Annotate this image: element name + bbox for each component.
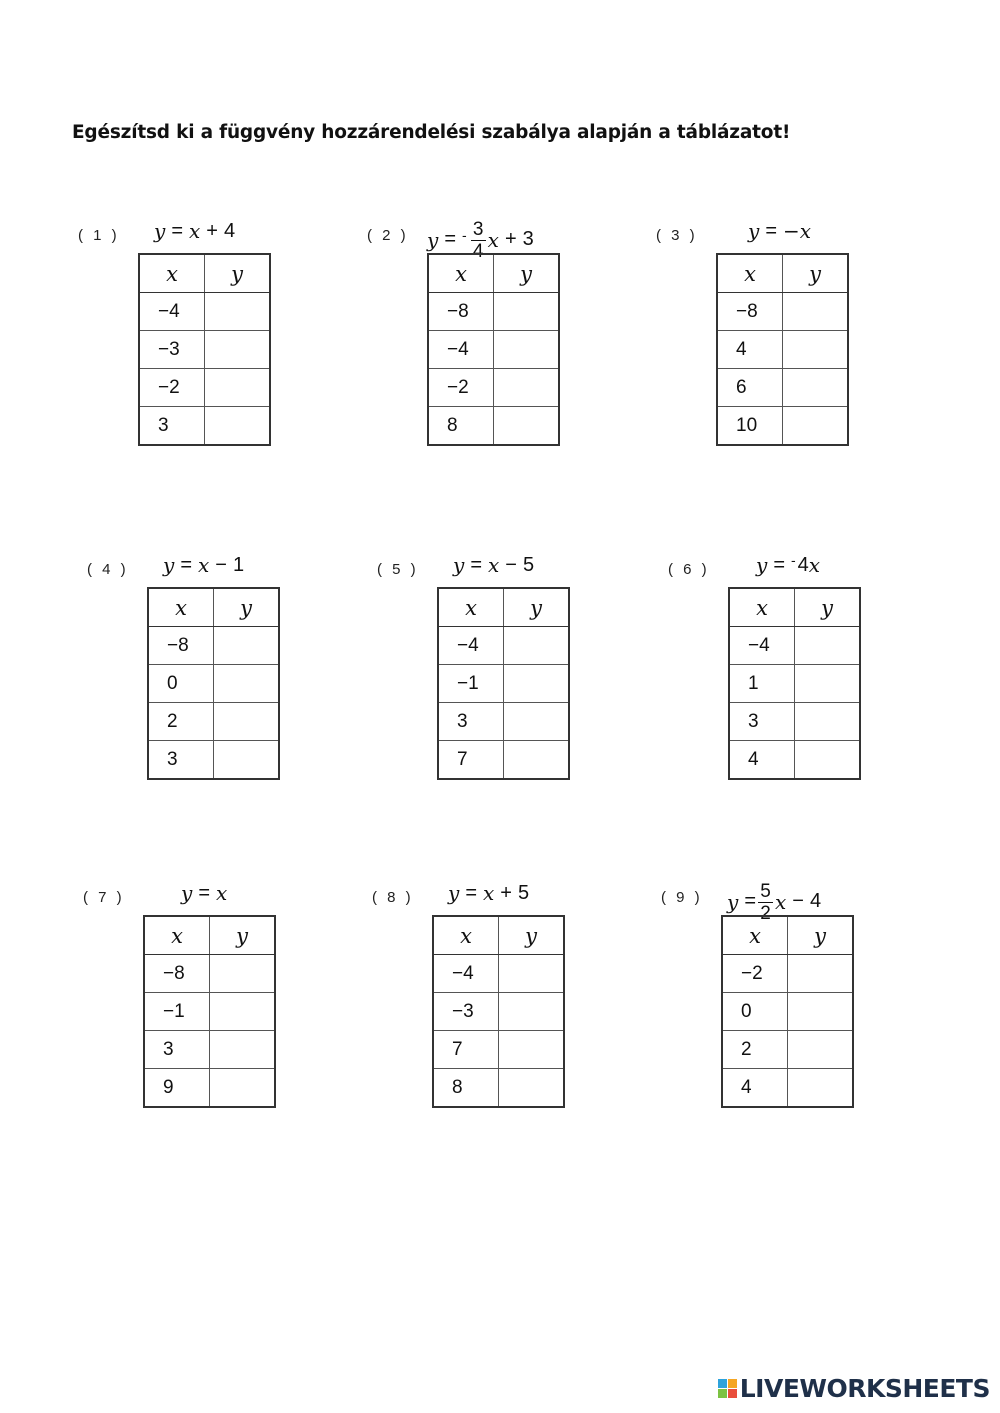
- x-value: −8: [144, 955, 210, 993]
- table-row: [148, 703, 279, 741]
- value-table: [143, 915, 276, 1108]
- equation-variable: y: [748, 219, 760, 243]
- equation-variable: x: [487, 227, 499, 252]
- equation-variable: y: [453, 553, 465, 577]
- table-row: [722, 1069, 853, 1108]
- column-header-x: x: [717, 254, 783, 293]
- x-value: −4: [139, 293, 205, 331]
- x-value: −1: [438, 665, 504, 703]
- column-header-y: y: [214, 588, 280, 627]
- x-value: 4: [717, 331, 783, 369]
- equation-variable: y: [727, 889, 739, 914]
- problem-number: ( 6 ): [668, 561, 710, 578]
- x-value: −4: [438, 627, 504, 665]
- value-table: [721, 915, 854, 1108]
- x-value: 2: [148, 703, 214, 741]
- equation-symbol: =: [180, 553, 192, 576]
- x-value: 3: [438, 703, 504, 741]
- equation-variable: x: [198, 553, 210, 577]
- equation-symbol: −: [215, 553, 227, 576]
- problem-number: ( 9 ): [661, 889, 703, 906]
- equation-symbol: 4: [809, 890, 822, 912]
- equation-symbol: 5: [522, 553, 535, 576]
- value-table: [427, 253, 560, 446]
- table-row: [144, 955, 275, 993]
- equation-symbol: -: [462, 226, 467, 243]
- problem-4: [87, 539, 327, 799]
- value-table: [432, 915, 565, 1108]
- equation-variable: y: [163, 553, 175, 577]
- x-value: 4: [729, 741, 795, 780]
- equation-symbol: =: [470, 553, 482, 576]
- x-value: 0: [148, 665, 214, 703]
- table-row: [722, 1031, 853, 1069]
- logo-square-icon: [718, 1389, 727, 1398]
- table-row: [433, 955, 564, 993]
- column-header-x: x: [428, 254, 494, 293]
- y-answer-field[interactable]: [214, 665, 280, 703]
- y-answer-field[interactable]: [499, 993, 565, 1031]
- table-row: [729, 703, 860, 741]
- function-equation: [181, 881, 227, 905]
- table-header-row: [148, 588, 279, 627]
- y-answer-field[interactable]: [205, 331, 271, 369]
- x-value: 9: [144, 1069, 210, 1108]
- y-answer-field[interactable]: [494, 293, 560, 331]
- x-value: −1: [144, 993, 210, 1031]
- table-row: [717, 407, 848, 446]
- fraction-numerator: 5: [760, 881, 771, 902]
- liveworksheets-logo: [718, 1374, 990, 1403]
- table-row: [139, 369, 270, 407]
- equation-symbol: −: [792, 890, 804, 912]
- table-header-row: [722, 916, 853, 955]
- y-answer-field[interactable]: [210, 1069, 276, 1108]
- table-row: [139, 407, 270, 446]
- column-header-x: x: [139, 254, 205, 293]
- logo-square-icon: [728, 1389, 737, 1398]
- column-header-y: y: [499, 916, 565, 955]
- problem-9: [661, 867, 901, 1127]
- table-row: [428, 369, 559, 407]
- fraction-numerator: 3: [472, 219, 484, 240]
- x-value: −4: [433, 955, 499, 993]
- problem-number: ( 4 ): [87, 561, 129, 578]
- problem-number: ( 5 ): [377, 561, 419, 578]
- equation-symbol: =: [198, 881, 210, 904]
- table-header-row: [438, 588, 569, 627]
- y-answer-field[interactable]: [499, 955, 565, 993]
- y-answer-field[interactable]: [214, 703, 280, 741]
- table-row: [144, 1069, 275, 1108]
- y-answer-field[interactable]: [205, 293, 271, 331]
- equation-symbol: +: [500, 881, 512, 904]
- equation-variable: y: [154, 219, 166, 243]
- y-answer-field[interactable]: [499, 1031, 565, 1069]
- x-value: 7: [433, 1031, 499, 1069]
- column-header-x: x: [148, 588, 214, 627]
- problem-number: ( 1 ): [78, 227, 120, 244]
- y-answer-field[interactable]: [205, 407, 271, 446]
- y-answer-field[interactable]: [210, 955, 276, 993]
- problem-number: ( 2 ): [367, 227, 409, 244]
- table-row: [729, 627, 860, 665]
- y-answer-field[interactable]: [210, 993, 276, 1031]
- x-value: 3: [148, 741, 214, 780]
- problem-number: ( 3 ): [656, 227, 698, 244]
- y-answer-field[interactable]: [795, 703, 861, 741]
- table-row: [438, 665, 569, 703]
- y-answer-field[interactable]: [783, 407, 849, 446]
- table-row: [717, 293, 848, 331]
- column-header-y: y: [783, 254, 849, 293]
- y-answer-field[interactable]: [795, 627, 861, 665]
- column-header-x: x: [433, 916, 499, 955]
- x-value: 10: [717, 407, 783, 446]
- worksheet-title: Egészítsd ki a függvény hozzárendelési szabálya alapján a táblázatot!: [72, 122, 791, 143]
- equation-symbol: 4: [797, 553, 809, 576]
- problem-8: [372, 867, 612, 1127]
- column-header-x: x: [722, 916, 788, 955]
- x-value: 2: [722, 1031, 788, 1069]
- equation-symbol: =: [465, 881, 477, 904]
- value-table: [147, 587, 280, 780]
- y-answer-field[interactable]: [788, 1031, 854, 1069]
- equation-symbol: =: [765, 219, 777, 242]
- logo-square-icon: [728, 1379, 737, 1388]
- table-row: [433, 1031, 564, 1069]
- equation-symbol: =: [744, 890, 756, 912]
- table-row: [729, 665, 860, 703]
- problem-6: [668, 539, 908, 799]
- equation-symbol: 5: [517, 881, 530, 904]
- table-header-row: [139, 254, 270, 293]
- table-row: [438, 627, 569, 665]
- table-header-row: [717, 254, 848, 293]
- table-row: [139, 293, 270, 331]
- equation-variable: x: [775, 889, 787, 914]
- y-answer-field[interactable]: [795, 741, 861, 780]
- table-header-row: [428, 254, 559, 293]
- equation-symbol: 4: [223, 219, 236, 242]
- table-row: [144, 993, 275, 1031]
- column-header-y: y: [210, 916, 276, 955]
- equation-variable: y: [448, 881, 460, 905]
- table-row: [729, 741, 860, 780]
- logo-mark-icon: [718, 1379, 737, 1398]
- problem-1: [78, 205, 318, 465]
- x-value: −4: [428, 331, 494, 369]
- problem-number: ( 7 ): [83, 889, 125, 906]
- function-equation: [756, 553, 820, 577]
- column-header-x: x: [144, 916, 210, 955]
- equation-symbol: -: [791, 552, 796, 568]
- y-answer-field[interactable]: [205, 369, 271, 407]
- function-equation: [448, 881, 529, 905]
- equation-symbol: −: [505, 553, 517, 576]
- x-value: 3: [139, 407, 205, 446]
- y-answer-field[interactable]: [504, 627, 570, 665]
- table-header-row: [729, 588, 860, 627]
- function-equation: [453, 553, 534, 577]
- x-value: 0: [722, 993, 788, 1031]
- table-row: [438, 703, 569, 741]
- equation-symbol: +: [504, 228, 517, 250]
- column-header-y: y: [504, 588, 570, 627]
- table-row: [433, 993, 564, 1031]
- y-answer-field[interactable]: [494, 369, 560, 407]
- equation-variable: x: [483, 881, 495, 905]
- fraction-denominator: 4: [472, 241, 484, 262]
- problem-2: [367, 205, 607, 465]
- x-value: −8: [428, 293, 494, 331]
- table-row: [148, 741, 279, 780]
- x-value: −3: [433, 993, 499, 1031]
- column-header-y: y: [494, 254, 560, 293]
- table-row: [722, 993, 853, 1031]
- x-value: 1: [729, 665, 795, 703]
- y-answer-field[interactable]: [788, 1069, 854, 1108]
- table-row: [148, 627, 279, 665]
- y-answer-field[interactable]: [783, 293, 849, 331]
- y-answer-field[interactable]: [210, 1031, 276, 1069]
- value-table: [437, 587, 570, 780]
- problem-5: [377, 539, 617, 799]
- equation-variable: x: [488, 553, 500, 577]
- x-value: −3: [139, 331, 205, 369]
- problem-number: ( 8 ): [372, 889, 414, 906]
- column-header-x: x: [438, 588, 504, 627]
- value-table: [716, 253, 849, 446]
- equation-symbol: =: [444, 228, 456, 250]
- table-row: [717, 369, 848, 407]
- x-value: 3: [144, 1031, 210, 1069]
- y-answer-field[interactable]: [499, 1069, 565, 1108]
- table-header-row: [433, 916, 564, 955]
- equation-variable: y: [427, 227, 439, 252]
- equation-variable: −x: [783, 219, 812, 243]
- table-row: [144, 1031, 275, 1069]
- table-row: [722, 955, 853, 993]
- column-header-y: y: [795, 588, 861, 627]
- table-row: [428, 293, 559, 331]
- equation-symbol: =: [171, 219, 183, 242]
- column-header-y: y: [788, 916, 854, 955]
- equation-variable: x: [189, 219, 201, 243]
- y-answer-field[interactable]: [788, 993, 854, 1031]
- problem-3: [656, 205, 896, 465]
- function-equation: [154, 219, 235, 243]
- x-value: 7: [438, 741, 504, 780]
- y-answer-field[interactable]: [504, 703, 570, 741]
- y-answer-field[interactable]: [494, 331, 560, 369]
- table-row: [139, 331, 270, 369]
- x-value: −8: [148, 627, 214, 665]
- logo-text: LIVEWORKSHEETS: [739, 1374, 990, 1403]
- y-answer-field[interactable]: [504, 741, 570, 780]
- table-row: [433, 1069, 564, 1108]
- table-row: [148, 665, 279, 703]
- table-row: [438, 741, 569, 780]
- table-row: [428, 407, 559, 446]
- column-header-x: x: [729, 588, 795, 627]
- value-table: [728, 587, 861, 780]
- fraction-denominator: 2: [760, 903, 771, 924]
- x-value: −4: [729, 627, 795, 665]
- x-value: 4: [722, 1069, 788, 1108]
- table-row: [717, 331, 848, 369]
- y-answer-field[interactable]: [783, 331, 849, 369]
- x-value: 8: [428, 407, 494, 446]
- function-equation: [748, 219, 811, 243]
- x-value: −2: [722, 955, 788, 993]
- column-header-y: y: [205, 254, 271, 293]
- equation-variable: x: [216, 881, 228, 905]
- y-answer-field[interactable]: [504, 665, 570, 703]
- y-answer-field[interactable]: [783, 369, 849, 407]
- x-value: −2: [139, 369, 205, 407]
- value-table: [138, 253, 271, 446]
- y-answer-field[interactable]: [214, 741, 280, 780]
- x-value: −2: [428, 369, 494, 407]
- x-value: 3: [729, 703, 795, 741]
- equation-symbol: 3: [522, 228, 534, 250]
- equation-symbol: 1: [232, 553, 245, 576]
- equation-variable: y: [181, 881, 193, 905]
- table-row: [428, 331, 559, 369]
- problem-7: [83, 867, 323, 1127]
- y-answer-field[interactable]: [795, 665, 861, 703]
- equation-variable: x: [808, 553, 821, 577]
- logo-square-icon: [718, 1379, 727, 1388]
- table-header-row: [144, 916, 275, 955]
- equation-variable: y: [756, 553, 768, 577]
- y-answer-field[interactable]: [788, 955, 854, 993]
- function-equation: [163, 553, 244, 577]
- y-answer-field[interactable]: [214, 627, 280, 665]
- x-value: 8: [433, 1069, 499, 1108]
- y-answer-field[interactable]: [494, 407, 560, 446]
- x-value: 6: [717, 369, 783, 407]
- equation-symbol: +: [206, 219, 218, 242]
- equation-symbol: =: [773, 553, 785, 576]
- x-value: −8: [717, 293, 783, 331]
